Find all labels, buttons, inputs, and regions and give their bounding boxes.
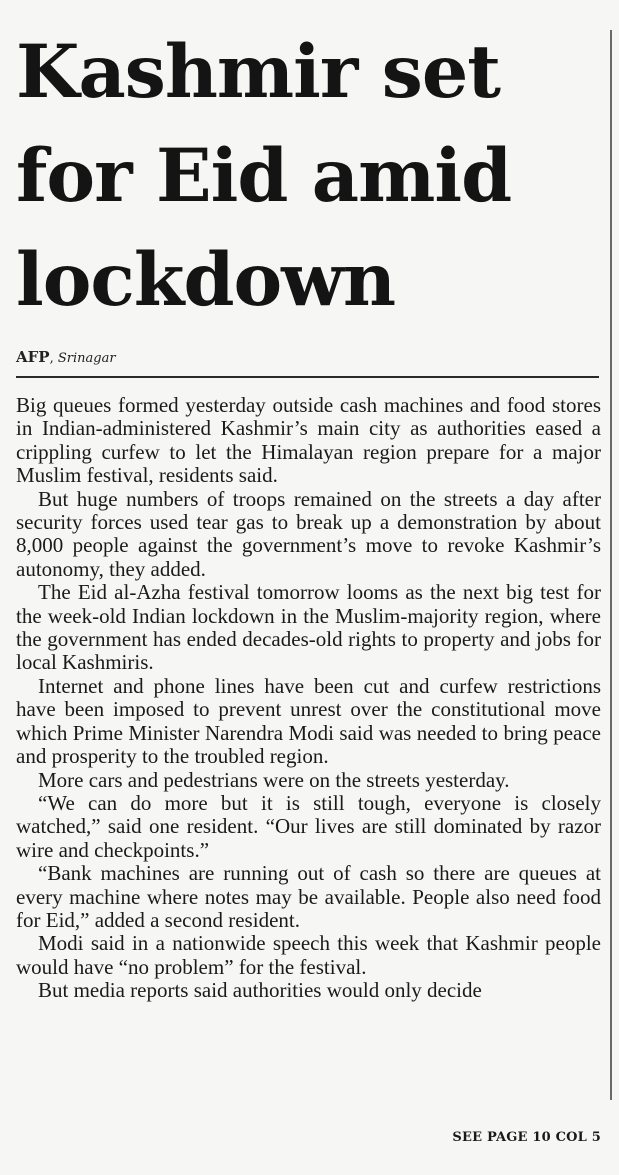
paragraph-6: “We can do more but it is still tough, everyone is closely watched,” said one resident. “Our lives are still dominated by razor wire and checkpoints.” (16, 790, 601, 862)
paragraph-3: The Eid al-Azha festival tomorrow looms as the next big test for the week-old Indian lockdown in the Muslim-majority region, where the government has ended decades-old rights to property and jobs for local Kashmiris. (16, 580, 601, 675)
byline (16, 348, 116, 366)
paragraph-2: But huge numbers of troops remained on the streets a day after security forces used tear gas to break up a demonstration by about 8,000 people against the government’s move to revoke Kashmir’s autonomy, they added. (16, 486, 601, 581)
paragraph-5: More cars and pedestrians were on the streets yesterday. (38, 767, 510, 792)
byline-separator: , (49, 351, 54, 366)
paragraph-1: Big queues formed yesterday outside cash machines and food stores in Indian-administered Kashmir’s main city as authorities eased a crippling curfew to let the Himalayan region prepare for a major Muslim festival, residents said. (16, 393, 601, 488)
paragraph-9: But media reports said authorities would only decide (38, 978, 482, 1003)
headline-line-3: lockdown (16, 237, 396, 323)
byline-location: Srinagar (57, 351, 116, 366)
article-body (16, 394, 601, 1003)
byline-agency: AFP (16, 348, 50, 366)
paragraph-4: Internet and phone lines have been cut and curfew restrictions have been imposed to prevent unrest over the constitutional move which Prime Minister Narendra Modi said was needed to bring peace and prosperity to the troubled region. (16, 673, 601, 769)
continuation-note: SEE PAGE 10 COL 5 (452, 1130, 601, 1145)
byline-divider (16, 376, 599, 378)
paragraph-7: “Bank machines are running out of cash so there are queues at every machine where notes may be available. People also need food for Eid,” added a second resident. (16, 861, 601, 932)
column-rule (610, 30, 612, 1100)
headline-line-2: for Eid amid (16, 133, 512, 219)
paragraph-8: Modi said in a nationwide speech this week that Kashmir people would have “no problem” for the festival. (16, 931, 601, 979)
headline (16, 20, 606, 332)
headline-line-1: Kashmir set (16, 29, 501, 115)
